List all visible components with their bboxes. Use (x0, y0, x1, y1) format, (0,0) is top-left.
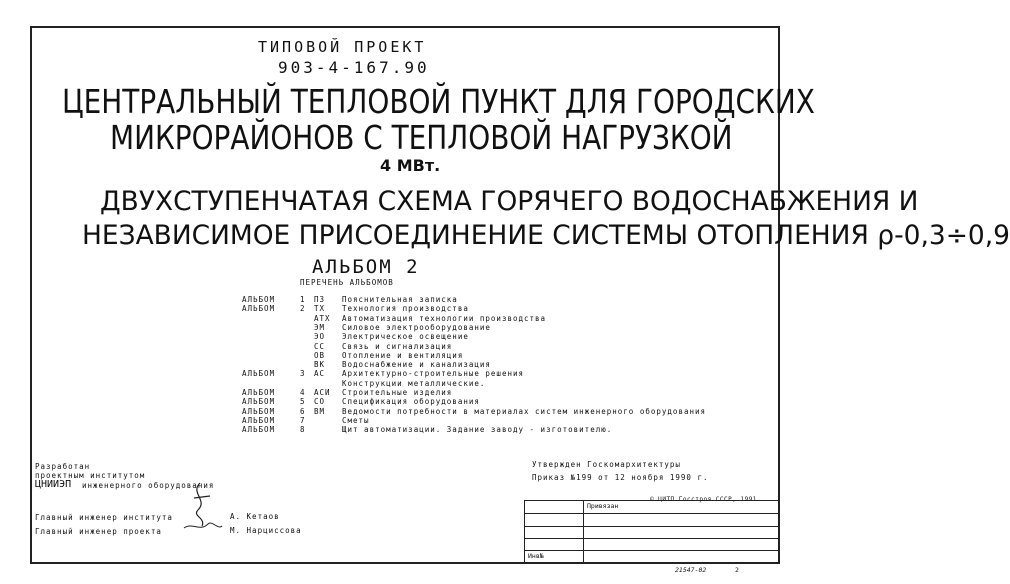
album-code: ВМ (314, 406, 326, 416)
album-label: АЛЬБОМ (242, 425, 276, 435)
album-description: Электрическое освещение (342, 332, 469, 342)
developer-line-1: Разработан (35, 462, 91, 471)
stamp-line (524, 526, 780, 527)
album-number: 1 (300, 295, 306, 304)
album-description: Строительные изделия (342, 388, 453, 397)
stamp-privyazan: Привязан (587, 502, 619, 510)
album-description: Автоматизация технологии производства (342, 313, 547, 323)
power-rating: 4 МВт. (380, 156, 441, 175)
album-label: АЛЬБОМ (242, 304, 276, 314)
album-code: ВК (314, 360, 326, 370)
album-description: Спецификация оборудования (342, 397, 480, 407)
album-label: АЛЬБОМ (242, 406, 276, 416)
album-description: Пояснительная записка (342, 295, 458, 304)
developer-org: ЦНИИЭП (35, 479, 72, 490)
album-description: Отопление и вентиляция (342, 350, 464, 360)
album-code: ОВ (314, 350, 326, 360)
signature-role-2: Главный инженер проекта (35, 527, 162, 536)
album-label: АЛЬБОМ (242, 388, 276, 397)
album-number: 7 (300, 415, 306, 425)
signature-scribble-icon (180, 478, 225, 538)
album-label: АЛЬБОМ (242, 415, 276, 425)
project-code: 903-4-167.90 (278, 58, 430, 77)
stamp-line (524, 538, 780, 539)
album-label: АЛЬБОМ (242, 397, 276, 407)
project-type: ТИПОВОЙ ПРОЕКТ (258, 38, 427, 56)
stamp-table (524, 500, 780, 564)
album-label: АЛЬБОМ (242, 295, 276, 304)
title-line-2: МИКРОРАЙОНОВ С ТЕПЛОВОЙ НАГРУЗКОЙ (110, 118, 733, 157)
album-description: Архитектурно-строительные решения (342, 369, 525, 379)
signature-name-1: А. Кетаов (230, 512, 280, 521)
album-code: АТХ (314, 313, 331, 323)
approval-line-1: Утвержден Госкомархитектуры (532, 460, 681, 469)
album-number: 3 (300, 369, 306, 379)
album-number: 6 (300, 406, 306, 416)
copyright: © ЦИТП Госстроя СССР, 1991 (650, 496, 757, 503)
title-line-1: ЦЕНТРАЛЬНЫЙ ТЕПЛОВОЙ ПУНКТ ДЛЯ ГОРОДСКИХ (62, 82, 815, 121)
album-label: АЛЬБОМ (242, 369, 276, 379)
stamp-line (524, 513, 780, 514)
album-number: 2 (300, 304, 306, 314)
album-title: АЛЬБОМ 2 (312, 256, 420, 278)
album-code: ПЗ (314, 295, 326, 304)
album-list-caption: ПЕРЕЧЕНЬ АЛЬБОМОВ (300, 278, 394, 287)
album-description: Конструкции металлические. (342, 378, 486, 388)
title-line-4: НЕЗАВИСИМОЕ ПРИСОЕДИНЕНИЕ СИСТЕМЫ ОТОПЛЕНИЯ ρ-0,3÷0,9 (82, 220, 1010, 251)
album-description: Водоснабжение и канализация (342, 360, 491, 370)
album-description: Связь и сигнализация (342, 341, 453, 351)
developer-org-rest: инженерного оборудования (82, 481, 215, 490)
approval-line-2: Приказ №199 от 12 ноября 1990 г. (532, 473, 709, 482)
album-code: СО (314, 397, 326, 407)
album-description: Щит автоматизации. Задание заводу - изготовителю. (342, 425, 613, 435)
stamp-line (583, 500, 584, 564)
album-description: Ведомости потребности в материалах систем инженерного оборудования (342, 406, 707, 416)
page-number: 2 (735, 566, 739, 574)
stamp-inv: Инв№ (528, 552, 544, 560)
album-code: АС (314, 369, 326, 379)
album-code: ЭМ (314, 322, 326, 332)
album-description: Сметы (342, 415, 370, 425)
album-code: АСИ (314, 388, 331, 397)
album-number: 4 (300, 388, 306, 397)
signature-role-1: Главный инженер института (35, 513, 173, 522)
developer-line-2: проектным институтом (35, 471, 146, 480)
album-code: ЭО (314, 332, 326, 342)
album-description: Технология производства (342, 304, 469, 314)
stamp-line (524, 550, 780, 551)
signature-name-2: М. Нарциссова (230, 526, 302, 535)
album-description: Силовое электрооборудование (342, 322, 491, 332)
sheet-code: 21547-02 (675, 566, 707, 574)
album-number: 5 (300, 397, 306, 407)
album-code: СС (314, 341, 326, 351)
album-number: 8 (300, 425, 306, 435)
title-line-3: ДВУХСТУПЕНЧАТАЯ СХЕМА ГОРЯЧЕГО ВОДОСНАБЖЕНИЯ И (100, 186, 919, 217)
album-code: ТХ (314, 304, 326, 314)
